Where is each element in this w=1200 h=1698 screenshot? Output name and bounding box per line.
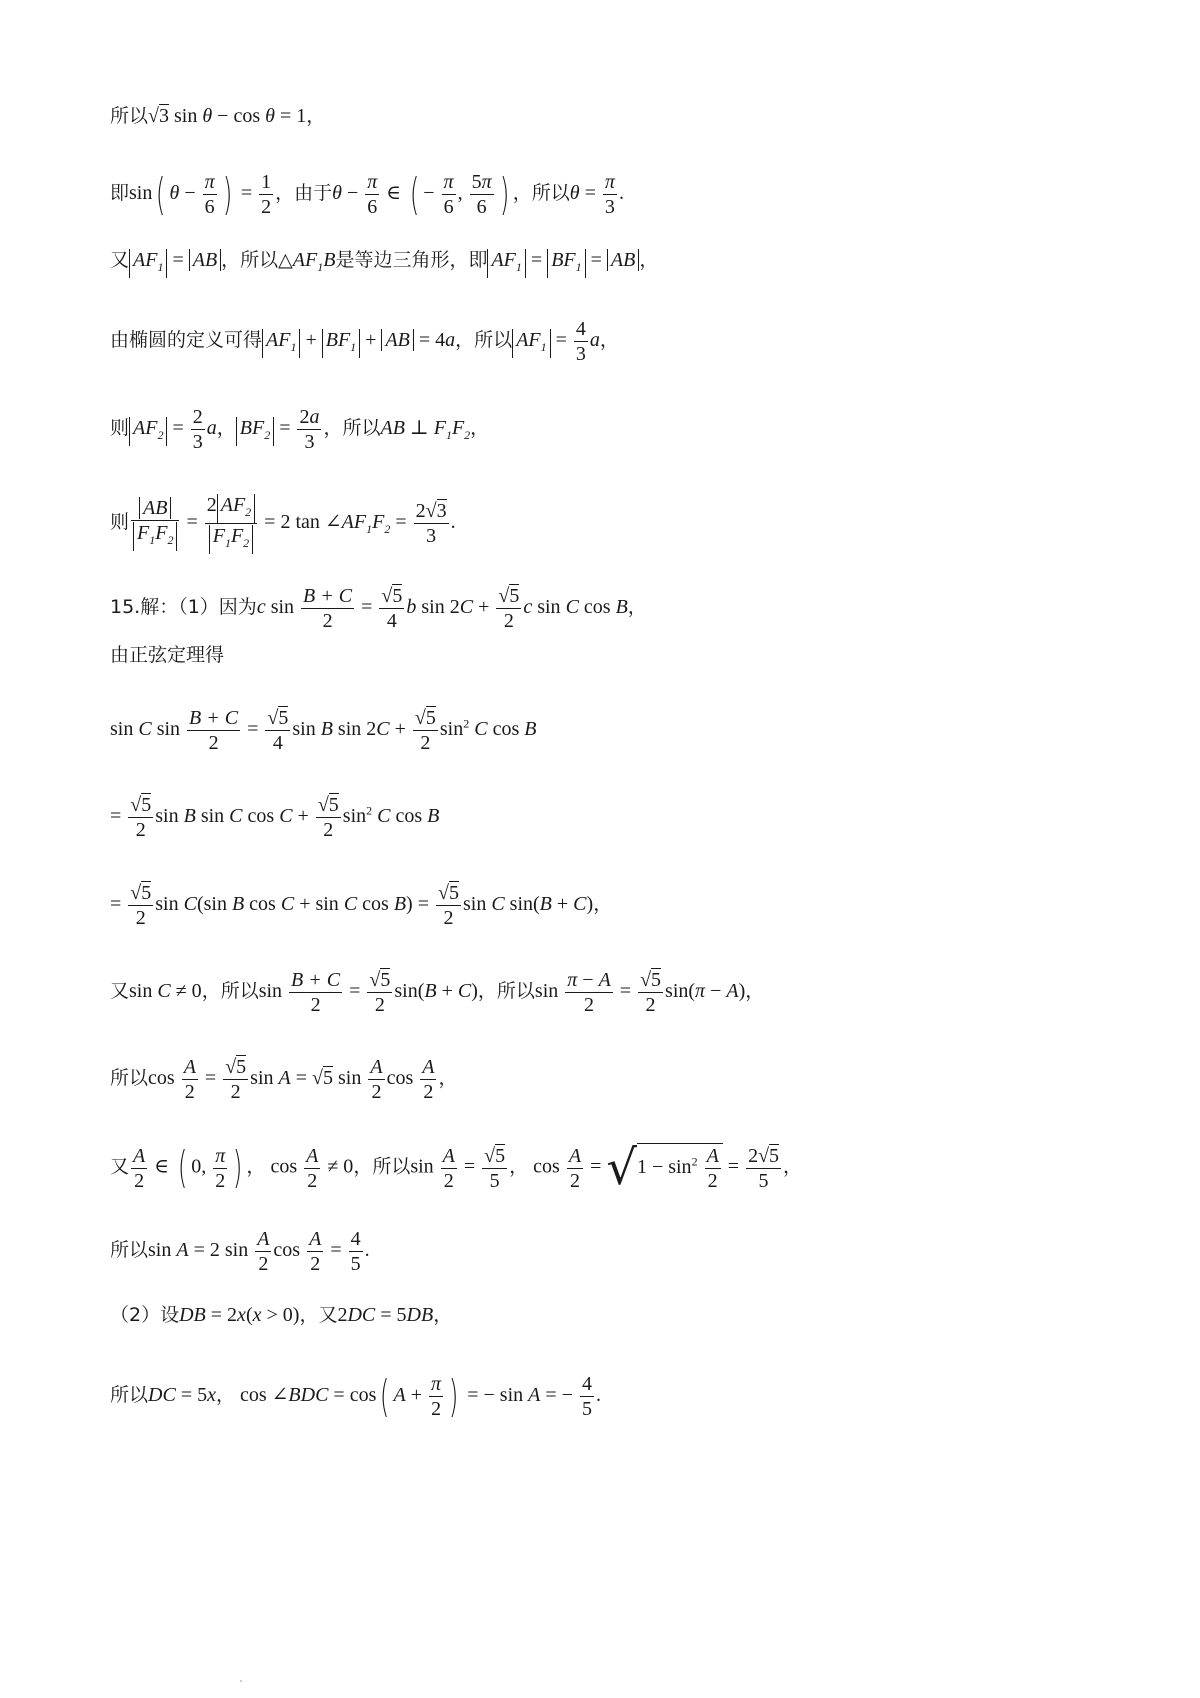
text-ze: 则 — [110, 417, 130, 440]
eq-line-11: = $\frac{√5}{2}$ sin C(sin B cos C + sin C cos B) = $\frac{√5}{2}$ sin C sin(B + C)， — [110, 882, 613, 929]
text-shi: 是等边三角形，即 — [335, 249, 488, 271]
eq-line-6: 则 $\frac{AB}{F_1F_2}$ = $\frac{2 AF_2}{F_1F_2}$ = 2 $\tan \angle AF_1F_2$ = $\frac{2√3}{3}$ . — [110, 493, 456, 554]
page-mark — [240, 1680, 242, 1682]
text-suoyi2: ，所以 — [512, 182, 570, 205]
text-dengbian: ，所以△ — [221, 249, 293, 271]
eq-line-12: 又sin C ≠ 0，所以sin $\frac{B + C}{2}$ = $\frac{√5}{2}$ sin(B + C)，所以sin $\frac{\pi - A}{2}$ = $\frac{√5}{2}$ sin(π − A)， — [110, 969, 765, 1016]
eq-line-8 — [110, 645, 224, 665]
eq-line-17: 所以DC = 5x， cos ∠BDC = cos( A + $\frac{\pi}{2}$ ) = − sin A = − $\frac{4}{5}$ . — [110, 1370, 601, 1422]
eq-line-3: 又 $AF_1$ = AB ，所以$\triangle AF_1B$是等边三角形，即 $AF_1 = BF_1$ = AB ， — [110, 249, 658, 278]
eq-line-16: （2）设DB = 2x(x > 0)，又2DC = 5DB， — [110, 1304, 453, 1326]
text-jie: 15.解：（1）因为 — [110, 596, 257, 619]
eq-line-9: sin C sin $\frac{B + C}{2}$ = $\frac{√5}{4}$ sin B sin 2C + $\frac{√5}{2}$ $\sin^2 C$ cos B — [110, 707, 537, 754]
eq-line-1: 所以√3 sin θ − cos θ = 1， — [110, 105, 326, 127]
text-zhengxian: 由正弦定理得 — [110, 644, 225, 666]
eq-line-14: 又 $\frac{A}{2}$ ∈ ( 0, $\frac{\pi}{2}$ ) ， cos $\frac{A}{2}$ ≠ 0，所以sin $\frac{A}{2}$ = $\frac{√5}{5}$ ， cos $\frac{A}{2}$ = $√1 - \sin^2$ $\frac{A}{2}$ = $\frac{2√5}{5}$ ， — [110, 1140, 803, 1196]
eq-line-15: 所以sin A = 2 sin $\frac{A}{2}$ cos $\frac{A}{2}$ = $\frac{4}{5}$ . — [110, 1228, 370, 1275]
text-you2: ，又 — [299, 1304, 338, 1326]
eq-line-5: 则 $AF_2$ = $\frac{2}{3}$ a， $BF_2$ = $\frac{2a}{3}$ ，所以AB ⊥ $F_1F_2$， — [110, 406, 490, 453]
eq-line-2: 即sin( θ − $\frac{\pi}{6}$ ) = $\frac{1}{2}$ ，由于θ − $\frac{\pi}{6}$ ∈ ( − $\frac{\pi}{6}$ , $\frac{5\pi}{6}$ ) ，所以θ = $\frac{\pi}{3}$ . — [110, 168, 624, 220]
text-suoyi: 所以 — [110, 105, 149, 127]
eq-line-7: 15.解：（1）因为c sin $\frac{B + C}{2}$ = $\frac{√5}{4}$ b sin 2C + $\frac{√5}{2}$ c sin C cos B， — [110, 585, 647, 632]
text-tuoyuan: 由椭圆的定义可得 — [110, 329, 263, 352]
text-you: 又 — [110, 249, 130, 271]
text-part2: （2）设 — [110, 1304, 180, 1326]
text-ji: 即 — [110, 182, 130, 205]
eq-line-10: = $\frac{√5}{2}$ sin B sin C cos C + $\frac{√5}{2}$ $\sin^2 C$ cos B — [110, 794, 440, 841]
eq-line-4: 由椭圆的定义可得 $AF_1 + BF_1$ + AB = 4a，所以 $AF_1$ = $\frac{4}{3}$ a， — [110, 318, 619, 365]
text-youyu: ，由于 — [275, 182, 333, 205]
eq-line-13: 所以cos $\frac{A}{2}$ = $\frac{√5}{2}$ sin A = √5 sin $\frac{A}{2}$ cos $\frac{A}{2}$ ， — [110, 1056, 458, 1103]
